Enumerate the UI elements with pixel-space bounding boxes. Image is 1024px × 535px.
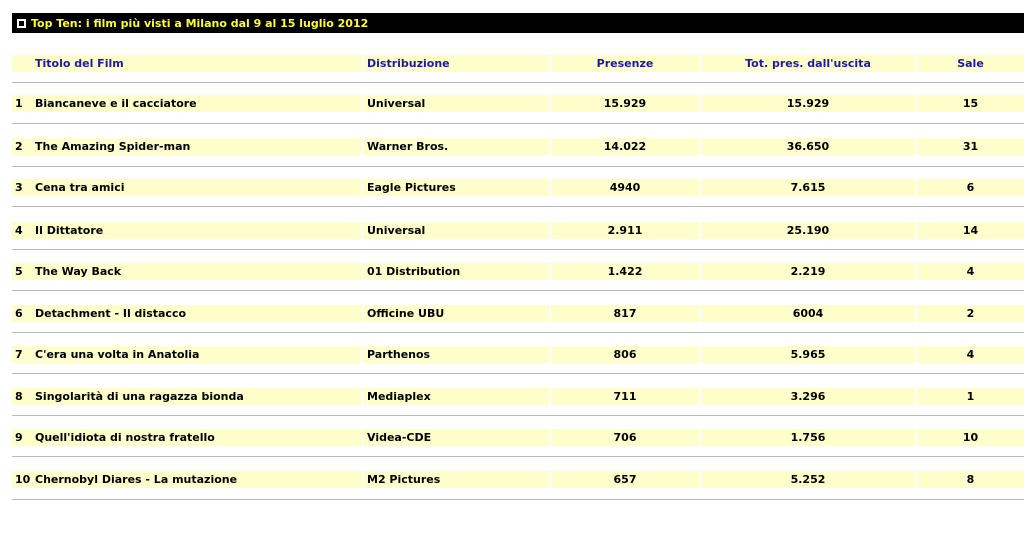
cell-distribution: Mediaplex — [363, 388, 549, 405]
table-header — [12, 55, 1024, 72]
cell-attendance: 2.911 — [551, 222, 699, 239]
rank-number: 10 — [15, 473, 31, 486]
film-title-text: The Amazing Spider-man — [35, 140, 191, 153]
rank-number: 1 — [15, 97, 23, 110]
cell-film-title — [12, 429, 361, 446]
row-divider — [12, 415, 1024, 416]
rank-number: 2 — [15, 140, 23, 153]
row-divider — [12, 332, 1024, 333]
cell-total-attendance: 5.252 — [701, 471, 915, 488]
header-total-attendance: Tot. pres. dall'uscita — [701, 55, 915, 72]
rank-number: 5 — [15, 265, 23, 278]
table-row — [12, 305, 1024, 322]
cell-attendance: 4940 — [551, 179, 699, 196]
film-title-text: Cena tra amici — [35, 181, 125, 194]
cell-total-attendance: 25.190 — [701, 222, 915, 239]
cell-distribution: Parthenos — [363, 346, 549, 363]
cell-screens: 31 — [917, 138, 1024, 155]
row-divider — [12, 249, 1024, 250]
cell-film-title — [12, 471, 361, 488]
film-title-text: Quell'idiota di nostra fratello — [35, 431, 215, 444]
row-divider — [12, 206, 1024, 207]
film-title-text: Detachment - Il distacco — [35, 307, 187, 320]
cell-distribution: Universal — [363, 222, 549, 239]
cell-attendance: 806 — [551, 346, 699, 363]
table-row — [12, 346, 1024, 363]
film-title-text: Il Dittatore — [35, 224, 104, 237]
film-title-text: Biancaneve e il cacciatore — [35, 97, 197, 110]
rank-number: 8 — [15, 390, 23, 403]
cell-distribution: 01 Distribution — [363, 263, 549, 280]
cell-film-title — [12, 222, 361, 239]
cell-total-attendance: 36.650 — [701, 138, 915, 155]
cell-distribution: Universal — [363, 95, 549, 112]
row-divider — [12, 290, 1024, 291]
row-divider — [12, 499, 1024, 500]
film-title-text: The Way Back — [35, 265, 122, 278]
cell-attendance: 15.929 — [551, 95, 699, 112]
table-row — [12, 138, 1024, 155]
cell-screens: 1 — [917, 388, 1024, 405]
cell-screens: 8 — [917, 471, 1024, 488]
cell-total-attendance: 1.756 — [701, 429, 915, 446]
cell-total-attendance: 2.219 — [701, 263, 915, 280]
table-row — [12, 95, 1024, 112]
table-row — [12, 429, 1024, 446]
row-divider — [12, 166, 1024, 167]
cell-screens: 4 — [917, 346, 1024, 363]
title-bar — [12, 13, 1024, 33]
header-distribution: Distribuzione — [363, 55, 549, 72]
row-divider — [12, 82, 1024, 83]
cell-distribution: Eagle Pictures — [363, 179, 549, 196]
cell-total-attendance: 7.615 — [701, 179, 915, 196]
cell-screens: 4 — [917, 263, 1024, 280]
cell-attendance: 1.422 — [551, 263, 699, 280]
cell-screens: 15 — [917, 95, 1024, 112]
row-divider — [12, 456, 1024, 457]
cell-screens: 2 — [917, 305, 1024, 322]
rank-number: 7 — [15, 348, 23, 361]
cell-attendance: 657 — [551, 471, 699, 488]
rank-number: 9 — [15, 431, 23, 444]
cell-distribution: Warner Bros. — [363, 138, 549, 155]
cell-screens: 14 — [917, 222, 1024, 239]
cell-total-attendance: 15.929 — [701, 95, 915, 112]
cell-distribution: M2 Pictures — [363, 471, 549, 488]
table-row — [12, 222, 1024, 239]
cell-screens: 6 — [917, 179, 1024, 196]
table-row — [12, 471, 1024, 488]
cell-film-title — [12, 346, 361, 363]
cell-total-attendance: 3.296 — [701, 388, 915, 405]
cell-attendance: 14.022 — [551, 138, 699, 155]
cell-distribution: Officine UBU — [363, 305, 549, 322]
cell-screens: 10 — [917, 429, 1024, 446]
cell-total-attendance: 5.965 — [701, 346, 915, 363]
cell-distribution: Videa-CDE — [363, 429, 549, 446]
film-title-text: C'era una volta in Anatolia — [35, 348, 200, 361]
page-title: Top Ten: i film più visti a Milano dal 9 al 15 luglio 2012 — [31, 16, 369, 30]
cell-film-title — [12, 263, 361, 280]
film-title-text: Singolarità di una ragazza bionda — [35, 390, 244, 403]
table-row — [12, 263, 1024, 280]
cell-attendance: 711 — [551, 388, 699, 405]
cell-total-attendance: 6004 — [701, 305, 915, 322]
cell-film-title — [12, 305, 361, 322]
rank-number: 4 — [15, 224, 23, 237]
row-divider — [12, 123, 1024, 124]
cell-attendance: 817 — [551, 305, 699, 322]
rank-number: 3 — [15, 181, 23, 194]
cell-film-title — [12, 95, 361, 112]
row-divider — [12, 373, 1024, 374]
table-row — [12, 388, 1024, 405]
cell-attendance: 706 — [551, 429, 699, 446]
cell-film-title — [12, 388, 361, 405]
film-title-text: Chernobyl Diares - La mutazione — [35, 473, 238, 486]
table-row — [12, 179, 1024, 196]
square-bullet-icon — [17, 19, 26, 28]
cell-film-title — [12, 138, 361, 155]
header-screens: Sale — [917, 55, 1024, 72]
header-film-title: Titolo del Film — [12, 55, 361, 72]
cell-film-title — [12, 179, 361, 196]
header-attendance: Presenze — [551, 55, 699, 72]
rank-number: 6 — [15, 307, 23, 320]
